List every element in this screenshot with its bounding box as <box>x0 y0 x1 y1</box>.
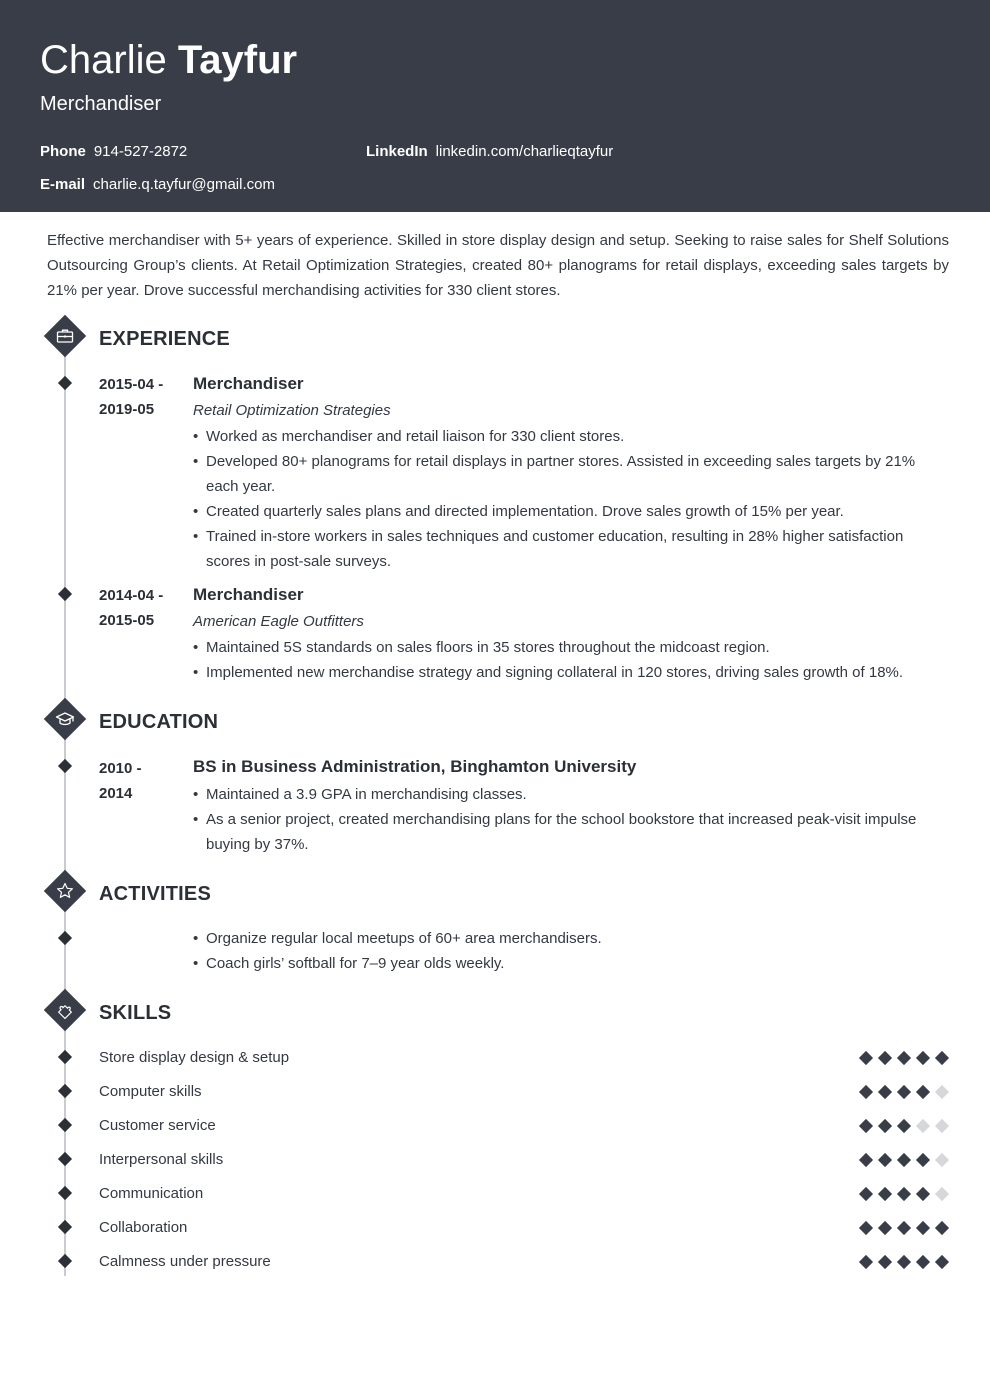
star-icon <box>44 870 86 912</box>
job-role: Merchandiser <box>193 374 304 393</box>
rating-diamond-filled <box>897 1119 911 1133</box>
rating-diamond-filled <box>916 1255 930 1269</box>
job-date: 2015-04 - 2019-05 <box>99 376 164 418</box>
job-bullets <box>193 635 923 685</box>
resume-header <box>0 0 990 212</box>
list-item: • As a senior project, created merchandising plans for the school bookstore that increased peak-visit impulse buying by 37%. <box>193 807 923 857</box>
rating-diamond-filled <box>935 1221 949 1235</box>
rating-diamond-filled <box>935 1051 949 1065</box>
rating-diamond-filled <box>878 1187 892 1201</box>
list-item: • Implemented new merchandise strategy and signing collateral in 120 stores, driving sales growth of 18%. <box>193 660 923 685</box>
rating-diamond-filled <box>897 1085 911 1099</box>
list-item: • Created quarterly sales plans and directed implementation. Drove sales growth of 15% per year. <box>193 499 923 524</box>
rating-diamond-filled <box>878 1153 892 1167</box>
skills-heading: SKILLS <box>99 1002 172 1024</box>
rating-diamond-filled <box>916 1153 930 1167</box>
skill-rating <box>858 1187 952 1201</box>
rating-diamond-filled <box>878 1085 892 1099</box>
activities-heading: ACTIVITIES <box>99 883 212 905</box>
rating-diamond-filled <box>878 1221 892 1235</box>
rating-diamond-filled <box>859 1119 873 1133</box>
rating-diamond-filled <box>878 1255 892 1269</box>
rating-diamond-filled <box>916 1051 930 1065</box>
graduation-cap-icon <box>44 698 86 740</box>
rating-diamond-filled <box>859 1255 873 1269</box>
skill-name: Collaboration <box>99 1219 188 1236</box>
timeline-line <box>64 340 66 1276</box>
first-name: Charlie <box>40 38 167 82</box>
candidate-name <box>40 36 297 84</box>
skill-rating <box>858 1255 952 1269</box>
puzzle-icon <box>44 989 86 1031</box>
list-item: • Maintained a 3.9 GPA in merchandising classes. <box>193 782 923 807</box>
timeline-marker <box>58 931 72 945</box>
rating-diamond-filled <box>897 1221 911 1235</box>
list-item: • Maintained 5S standards on sales floors in 35 stores throughout the midcoast region. <box>193 635 923 660</box>
rating-diamond-filled <box>859 1153 873 1167</box>
education-bullets <box>193 782 923 857</box>
linkedin-label: LinkedIn <box>366 143 428 160</box>
timeline-marker <box>58 587 72 601</box>
rating-diamond-empty <box>935 1119 949 1133</box>
list-item: • Worked as merchandiser and retail liaison for 330 client stores. <box>193 424 923 449</box>
job-date: 2014-04 - 2015-05 <box>99 587 164 629</box>
skill-rating <box>858 1119 952 1133</box>
education-degree: BS in Business Administration, Binghamton University <box>193 757 637 776</box>
phone-value[interactable]: 914-527-2872 <box>93 143 188 160</box>
rating-diamond-filled <box>897 1187 911 1201</box>
rating-diamond-filled <box>935 1255 949 1269</box>
education-heading: EDUCATION <box>99 711 219 733</box>
rating-diamond-filled <box>897 1153 911 1167</box>
timeline-marker <box>58 376 72 390</box>
education-date: 2010 - 2014 <box>99 760 142 802</box>
skill-name: Calmness under pressure <box>99 1253 271 1270</box>
rating-diamond-empty <box>916 1119 930 1133</box>
rating-diamond-filled <box>878 1119 892 1133</box>
rating-diamond-filled <box>859 1187 873 1201</box>
skill-rating <box>858 1051 952 1065</box>
rating-diamond-filled <box>859 1085 873 1099</box>
briefcase-icon <box>44 315 86 357</box>
timeline-marker <box>58 1118 72 1132</box>
linkedin-link[interactable]: linkedin.com/charlieqtayfur <box>435 143 614 160</box>
list-item: • Organize regular local meetups of 60+ area merchandisers. <box>193 926 923 951</box>
timeline-marker <box>58 1254 72 1268</box>
skill-name: Interpersonal skills <box>99 1151 224 1168</box>
skill-name: Customer service <box>99 1117 216 1134</box>
rating-diamond-filled <box>916 1187 930 1201</box>
skill-rating <box>858 1221 952 1235</box>
summary-paragraph: Effective merchandiser with 5+ years of experience. Skilled in store display design and setup. Seeking to raise sales for Shelf Solutions Outsourcing Group’s clients. At Retail Optimization Strategies, created 80+ planograms for retail displays, exceeding sales targets by 21% per year. Drove successful merchandising activities for 330 client stores. <box>47 232 949 299</box>
timeline-marker <box>58 759 72 773</box>
timeline-marker <box>58 1186 72 1200</box>
email-label: E-mail <box>40 176 86 193</box>
job-bullets <box>193 424 923 574</box>
rating-diamond-filled <box>859 1051 873 1065</box>
contact-email <box>40 175 275 195</box>
skill-name: Computer skills <box>99 1083 202 1100</box>
email-link[interactable]: charlie.q.tayfur@gmail.com <box>93 176 275 193</box>
skill-name: Store display design & setup <box>99 1049 290 1066</box>
list-item: • Trained in-store workers in sales techniques and customer education, resulting in 28% higher satisfaction scores in post-sale surveys. <box>193 524 923 574</box>
job-role: Merchandiser <box>193 585 304 604</box>
list-item: • Coach girls’ softball for 7–9 year olds weekly. <box>193 951 923 976</box>
activities-bullets <box>193 926 923 976</box>
contact-phone <box>40 142 187 162</box>
timeline-marker <box>58 1152 72 1166</box>
timeline-marker <box>58 1050 72 1064</box>
rating-diamond-empty <box>935 1187 949 1201</box>
rating-diamond-filled <box>878 1051 892 1065</box>
rating-diamond-filled <box>859 1221 873 1235</box>
rating-diamond-filled <box>897 1051 911 1065</box>
timeline-marker <box>58 1220 72 1234</box>
experience-heading: EXPERIENCE <box>99 328 230 350</box>
skill-rating <box>858 1085 952 1099</box>
skill-rating <box>858 1153 952 1167</box>
contact-linkedin <box>366 142 613 162</box>
job-company: American Eagle Outfitters <box>193 613 364 630</box>
rating-diamond-empty <box>935 1085 949 1099</box>
phone-label: Phone <box>40 143 86 160</box>
rating-diamond-filled <box>897 1255 911 1269</box>
skill-name: Communication <box>99 1185 204 1202</box>
last-name: Tayfur <box>177 38 298 82</box>
job-title: Merchandiser <box>40 93 162 115</box>
rating-diamond-empty <box>935 1153 949 1167</box>
rating-diamond-filled <box>916 1085 930 1099</box>
rating-diamond-filled <box>916 1221 930 1235</box>
list-item: • Developed 80+ planograms for retail displays in partner stores. Assisted in exceeding sales targets by 21% each year. <box>193 449 923 499</box>
job-company: Retail Optimization Strategies <box>193 402 391 419</box>
timeline-marker <box>58 1084 72 1098</box>
